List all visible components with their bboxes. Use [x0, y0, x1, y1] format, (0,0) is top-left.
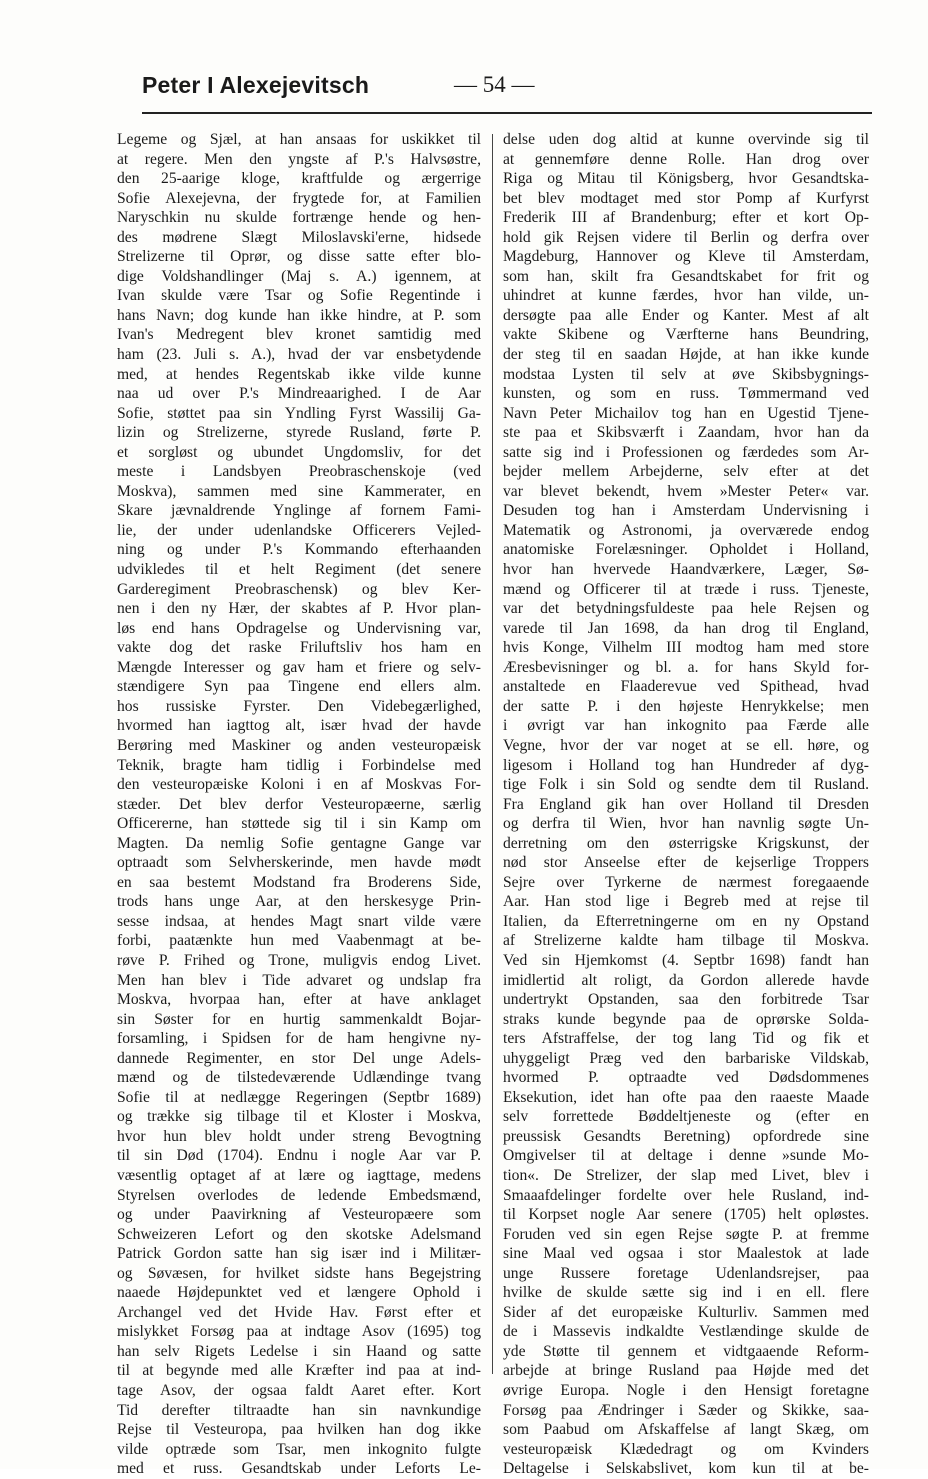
text-line: Legeme og Sjæl, at han ansaas for uskikket til [117, 131, 481, 148]
text-line: ste paa et Skibsværft i Zaandam, hvor han da [503, 424, 869, 442]
text-line: der satte P. i den højeste Henrykkelse; men [503, 697, 869, 715]
header-rule [142, 112, 872, 114]
text-line: Magdeburg, Hannover og Kleve til Amsterdam, [503, 248, 869, 266]
text-line: Garderegiment Preobraschensk) og blev Ker- [117, 580, 481, 598]
text-line: hvormed han iagttog alt, især hvad der havde [117, 717, 481, 735]
text-line: en saa bestemt Modstand fra Broderens Side, [117, 873, 481, 891]
text-line: uhyggeligt Præg ved den barbariske Vildskab, [503, 1049, 869, 1067]
text-line: mislykket Forsøg paa at indtage Asov (1695) tog [117, 1323, 481, 1341]
text-line: vilde optræde som Tsar, men inkognito fulgte [117, 1440, 481, 1458]
text-line: hvormed P. optraadte ved Dødsdommenes [503, 1069, 869, 1087]
text-line: meste i Landsbyen Preobraschenskoje (ved [117, 463, 481, 481]
text-line: som han, skilt fra Gesandtskabet for frit og [503, 267, 869, 285]
text-line: selv forrettede Bøddeltjeneste og (efter en [503, 1108, 869, 1126]
text-line: de i Massevis indkaldte Vestlændinge skulde de [503, 1323, 869, 1341]
text-line: Tid derefter tiltraadte han sin navnkundige [117, 1401, 481, 1419]
text-line: satte sig ind i Professionen og færdedes som Ar- [503, 443, 869, 461]
text-line: Navn Peter Michailov tog han en Ugestid Tjene- [503, 404, 869, 422]
text-line: Sejre over Tyrkerne de nærmest foregaaende [503, 873, 869, 891]
right-column [503, 130, 869, 1479]
text-line: Schweizeren Lefort og den skotske Adelsmand [117, 1225, 481, 1243]
text-line: Sofie Alexejevna, der frygtede for, at Familien [117, 189, 481, 207]
text-line: vakte Skibene og Værfterne hans Beundring, [503, 326, 869, 344]
text-line: Berøring med Maskiner og anden vesteuropæisk [117, 736, 481, 754]
text-line: mænd og de tilstedeværende Udlændinge tvang [117, 1069, 481, 1087]
text-line: at gennemføre denne Rolle. Han drog over [503, 150, 869, 168]
text-line: Foruden ved sin egen Rejse søgte P. at fremme [503, 1225, 869, 1243]
text-line: dannede Regimenter, en stor Del unge Adels- [117, 1049, 481, 1067]
text-line: hvor hun blev holdt under streng Bevogtning [117, 1127, 481, 1145]
text-line: som Paabud om Afskaffelse af langt Skæg, om [503, 1421, 869, 1439]
text-line: ham (23. Juli s. A.), hvad der var ensbetydende [117, 346, 481, 364]
text-line: vesteuropæisk Klædedragt og om Kvinders [503, 1440, 869, 1458]
text-line: lie, der under udenlandske Officerers Vejled- [117, 521, 481, 539]
text-line: Deltagelse i Selskabslivet, kom kun til at be- [503, 1460, 869, 1478]
text-line: forsamling, i Spidsen for de ham hengivne ny- [117, 1030, 481, 1048]
text-line: Eksekution, idet han ofte paa den raaeste Maade [503, 1088, 869, 1106]
text-line: Sider af det europæiske Kulturliv. Sammen med [503, 1303, 869, 1321]
text-line: Sofie til at nedlægge Regeringen (Septbr 1689) [117, 1088, 481, 1106]
text-line: nen i den ny Hær, der skabtes af P. Hvor plan- [117, 600, 481, 618]
text-line: kunsten, og som en russ. Tømmermand ved [503, 385, 869, 403]
text-line: hos russiske Fyrster. Den Videbegærlighed, [117, 697, 481, 715]
text-line: af Strelizerne kaldte ham tilbage til Moskva. [503, 932, 869, 950]
text-line: Ivan skulde være Tsar og Sofie Regentinde i [117, 287, 481, 305]
text-line: Omgivelser til at deltage i denne »sunde Mo- [503, 1147, 869, 1165]
text-line: anatomiske Forelæsninger. Opholdet i Holland, [503, 541, 869, 559]
text-line: varede til Jan 1698, da han drog til England, [503, 619, 869, 637]
text-line: anstaltede en Flaaderevue ved Spithead, hvad [503, 678, 869, 696]
text-line: tage Asov, der ogsaa faldt Aaret efter. Kort [117, 1382, 481, 1399]
text-line: Ved sin Hjemkomst (4. Septbr 1698) fandt han [503, 951, 869, 969]
text-line: tion«. De Strelizer, der slap med Livet, blev i [503, 1166, 869, 1184]
text-line: sine Maal ved ogsaa i stor Maalestok at lade [503, 1245, 869, 1263]
text-line: med et russ. Gesandtskab under Leforts Le- [117, 1460, 481, 1478]
text-line: Patrick Gordon satte han sig især ind i Militær- [117, 1245, 481, 1263]
text-line: Moskva), sammen med sine Kammerater, en [117, 482, 481, 500]
text-line: ning og under P.'s Kommando efterhaanden [117, 541, 481, 559]
text-line: øvrige Europa. Nogle i den Hensigt foretagne [503, 1382, 869, 1399]
text-line: naaede Højdepunktet ved et længere Ophold i [117, 1284, 481, 1302]
text-line: nød stor Anseelse efter de kejserlige Troppers [503, 854, 869, 872]
text-line: trods hans unge Aar, at den herskesyge Prin- [117, 893, 481, 911]
text-line: dersøgte paa alle Ender og Kanter. Mest af alt [503, 306, 869, 324]
text-line: naa ud over P.'s Mindreaarighed. I de Aar [117, 385, 481, 403]
text-line: der steg til en saadan Højde, at han ikke kunde [503, 346, 869, 364]
text-line: stæder. Det blev derfor Vesteuropæerne, særlig [117, 795, 481, 813]
text-line: ligesom i Holland tog han Hundreder af dyg- [503, 756, 869, 774]
text-line: røve P. Frihed og Trone, muligvis endog Livet. [117, 951, 481, 969]
text-line: vakte dog det raske Friluftsliv hos ham en [117, 639, 481, 657]
text-line: Teknik, bragte ham tidlig i Forbindelse med [117, 756, 481, 774]
text-line: Fra England gik han over Holland til Dresden [503, 795, 869, 813]
text-line: unge Russere foretage Udenlandsrejser, paa [503, 1264, 869, 1282]
text-line: sin Søster for en hurtig sammenkaldt Bojar- [117, 1010, 481, 1028]
text-line: forbi, paatænkte hun med Vaabenmagt at be- [117, 932, 481, 950]
text-line: til sin Død (1704). Endnu i nogle Aar var P. [117, 1147, 481, 1165]
text-line: Strelizerne til Oprør, og disse satte efter blo- [117, 248, 481, 266]
column-divider [492, 134, 493, 1374]
text-line: løs end hans Opdragelse og Undervisning var, [117, 619, 481, 637]
text-line: Magten. Da nemlig Sofie gentagne Gange var [117, 834, 481, 852]
text-line: hvilke de skulde sætte sig ind i en ell. flere [503, 1284, 869, 1302]
text-line: den vesteuropæiske Koloni i en af Moskvas For- [117, 776, 481, 794]
text-line: i øvrigt var han inkognito paa Færde alle [503, 717, 869, 735]
text-line: yde Støtte til gennem et vidtgaaende Reform- [503, 1342, 869, 1360]
text-line: med, at hendes Regentskab ikke vilde kunne [117, 365, 481, 383]
text-line: dige Voldshandlinger (Maj s. A.) igennem, at [117, 267, 481, 285]
text-line: hold gik Rejsen videre til Berlin og derfra over [503, 228, 869, 246]
text-line: Desuden tog han i Amsterdam Undervisning i [503, 502, 869, 520]
text-line: Italien, da Efterretningerne om en ny Opstand [503, 912, 869, 930]
text-line: derretning om den østerrigske Krigskunst, der [503, 834, 869, 852]
text-line: Styrelsen overlodes de ledende Embedsmænd, [117, 1186, 481, 1204]
text-line: Matematik og Astronomi, ja overværede endog [503, 521, 869, 539]
text-line: Men han blev i Tide advaret og undslap fra [117, 971, 481, 989]
text-line: Frederik III af Brandenburg; efter et kort Op- [503, 209, 869, 227]
text-line: bejder mellem Arbejderne, selv efter at det [503, 463, 869, 481]
text-line: sesse indsaa, at hendes Magt snart vilde være [117, 912, 481, 930]
text-line: Forsøg paa Ændringer i Sæder og Skikke, saa- [503, 1401, 869, 1419]
text-line: delse uden dog altid at kunne overvinde sig til [503, 131, 869, 148]
running-title: Peter I Alexejevitsch [142, 72, 370, 98]
text-line: bet blev modtaget med stor Pomp af Kurfyrst [503, 189, 869, 207]
text-line: Moskva, hvorpaa han, efter at have anklaget [117, 991, 481, 1009]
text-line: var det betydningsfuldeste paa hele Rejsen og [503, 600, 869, 618]
text-line: tige Folk i sin Sold og sendte dem til Rusland. [503, 776, 869, 794]
text-line: straks kunde begynde paa de oprørske Solda- [503, 1010, 869, 1028]
text-line: Vegne, hvor der var noget at se ell. høre, og [503, 736, 869, 754]
text-line: mænd og Officerer til at træde i russ. Tjeneste, [503, 580, 869, 598]
text-line: Officererne, han støttede sig til i sin Kamp om [117, 815, 481, 833]
left-column [117, 130, 481, 1479]
text-line: Aar. Han stod lige i Begreb med at rejse til [503, 893, 869, 911]
text-line: Mængde Interesser og gav ham et friere og selv- [117, 658, 481, 676]
text-line: hvis Konge, Vilhelm III modtog ham med store [503, 639, 869, 657]
text-line: den 25-aarige kloge, kraftfulde og ærgerrige [117, 170, 481, 188]
text-line: modstaa Lysten til selv at øve Skibsbygnings- [503, 365, 869, 383]
text-line: Riga og Mitau til Königsberg, hvor Gesandtska- [503, 170, 869, 188]
text-line: Smaaafdelinger fordelte over hele Rusland, ind- [503, 1186, 869, 1204]
text-line: Naryschkin nu skulde fortrænge hende og hen- [117, 209, 481, 227]
text-line: og Søvæsen, for hvilket sidste hans Begejstring [117, 1264, 481, 1282]
text-line: at regere. Men den yngste af P.'s Halvsøstre, [117, 150, 481, 168]
page-number: — 54 — [454, 72, 535, 97]
text-line: var blevet bekendt, hvem »Mester Peter« var. [503, 482, 869, 500]
text-line: Rejse til Vesteuropa, paa hvilken han dog ikke [117, 1421, 481, 1439]
text-line: udvikledes til et helt Regiment (det senere [117, 561, 481, 579]
text-line: stændigere Syn paa Tingene end ellers alm. [117, 678, 481, 696]
text-line: lizin og Strelizerne, styrede Rusland, førte P. [117, 424, 481, 442]
text-line: optraadt som Selvherskerinde, men havde mødt [117, 854, 481, 872]
text-line: ters Afstraffelse, der tog lang Tid og fik et [503, 1030, 869, 1048]
text-line: preussisk Gesandts Beretning) opfordrede sine [503, 1127, 869, 1145]
text-line: til Korpset nogle Aar senere (1705) helt opløstes. [503, 1206, 869, 1224]
text-line: og trække sig tilbage til et Kloster i Moskva, [117, 1108, 481, 1126]
text-line: des mødrene Slægt Miloslavski'erne, hidsede [117, 228, 481, 246]
text-line: Æresbevisninger og bl. a. for hans Skyld for- [503, 658, 869, 676]
page-header [142, 72, 872, 108]
text-line: hans Navn; dog kunde han ikke hindre, at P. som [117, 306, 481, 324]
text-line: han selv Rigets Ledelse i sin Haand og satte [117, 1342, 481, 1360]
text-line: og derfra til Wien, hvor han navnlig søgte Un- [503, 815, 869, 833]
text-line: og under Paavirkning af Vesteuropæere som [117, 1206, 481, 1224]
text-line: arbejde at bringe Rusland paa Højde med det [503, 1362, 869, 1380]
text-line: undertrykt Opstanden, saa den forbitrede Tsar [503, 991, 869, 1009]
text-line: uhindret at kunne færdes, hvor han vilde, un- [503, 287, 869, 305]
text-line: Sofie, støttet paa sin Yndling Fyrst Wassilij Ga- [117, 404, 481, 422]
text-line: Archangel ved det Hvide Hav. Først efter et [117, 1303, 481, 1321]
text-line: et sorgløst og ubundet Ungdomsliv, for det [117, 443, 481, 461]
text-line: Skare jævnaldrende Ynglinge af fornem Fami- [117, 502, 481, 520]
text-line: imidlertid alt roligt, da Gordon allerede havde [503, 971, 869, 989]
text-line: Ivan's Medregent blev kronet samtidig med [117, 326, 481, 344]
text-line: hvor han hvervede Haandværkere, Læger, Sø- [503, 561, 869, 579]
text-line: væsentlig optaget af at lære og iagttage, medens [117, 1166, 481, 1184]
text-line: til at begynde med alle Kræfter ind paa at ind- [117, 1362, 481, 1380]
